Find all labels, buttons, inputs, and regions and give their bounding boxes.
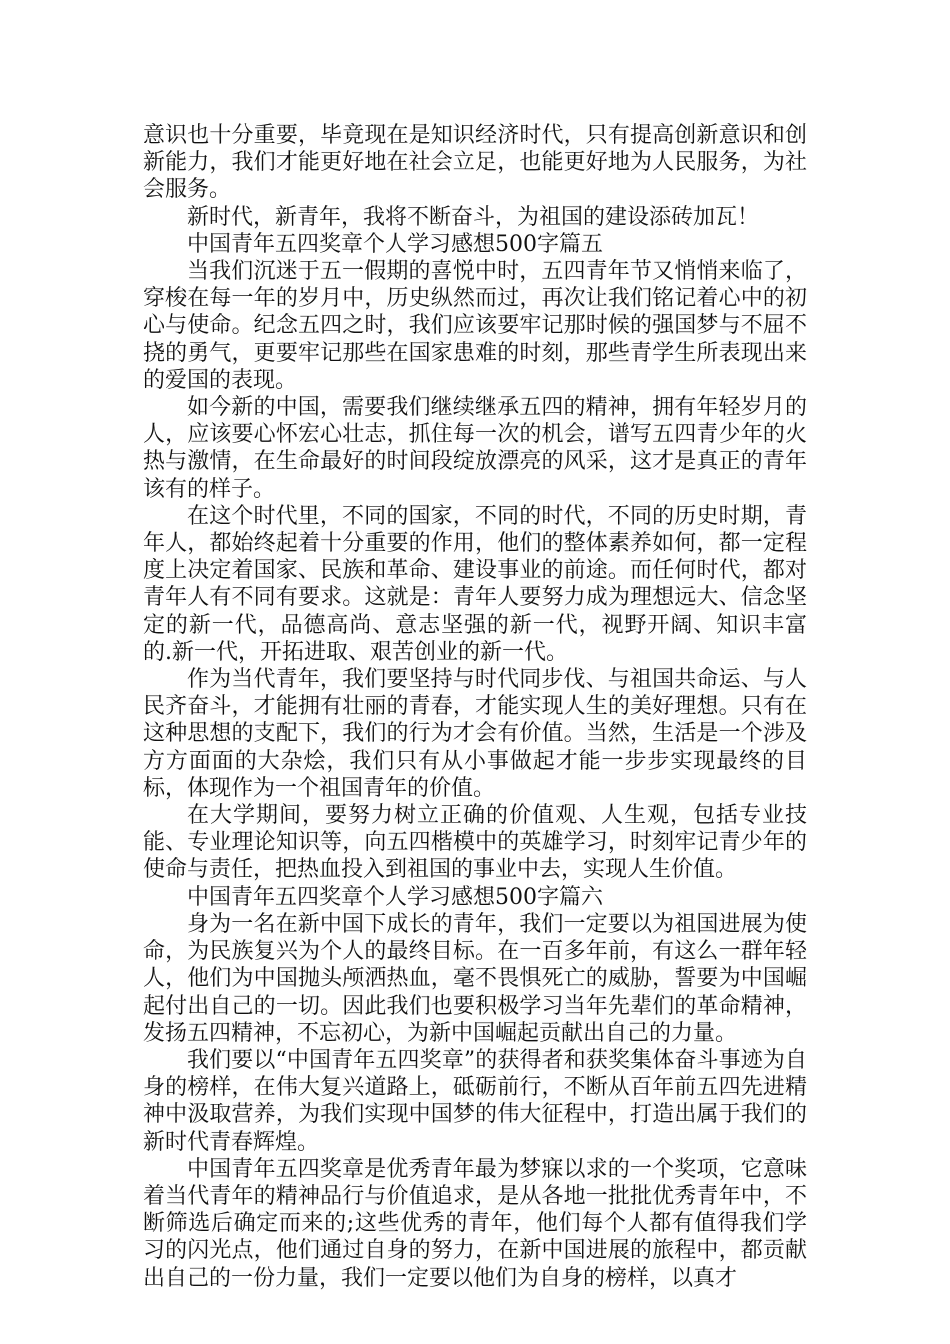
paragraph: 身为一名在新中国下成长的青年，我们一定要以为祖国进展为使命，为民族复兴为个人的最终目标。在一百多年前，有这么一群年轻人，他们为中国抛头颅洒热血，毫不畏惧死亡的威胁，誓要为中国崛起付出自己的一切。因此我们也要积极学习当年先辈们的革命精神，发扬五四精神，不忘初心，为新中国崛起贡献出自己的力量。 — [143, 911, 807, 1046]
section-heading: 中国青年五四奖章个人学习感想500字篇六 — [187, 884, 603, 910]
paragraph: 如今新的中国，需要我们继续继承五四的精神，拥有年轻岁月的人，应该要心怀宏心壮志，抓住每一次的机会，谱写五四青少年的火热与激情，在生命最好的时间段绽放漂亮的风采，这才是真正的青年该有的样子。 — [143, 395, 807, 502]
paragraph: 作为当代青年，我们要坚持与时代同步伐、与祖国共命运、与人民齐奋斗，才能拥有壮丽的青春，才能实现人生的美好理想。只有在这种思想的支配下，我们的行为才会有价值。当然，生活是一个涉及方方面面的大杂烩，我们只有从小事做起才能一步步实现最终的目标，体现作为一个祖国青年的价值。 — [143, 667, 807, 801]
paragraph-continuation: 意识也十分重要，毕竟现在是知识经济时代，只有提高创新意识和创新能力，我们才能更好地在社会立足，也能更好地为人民服务，为社会服务。 — [143, 123, 807, 203]
paragraph: 我们要以“中国青年五四奖章”的获得者和获奖集体奋斗事迹为自身的榜样，在伟大复兴道路上，砥砺前行，不断从百年前五四先进精神中汲取营养，为我们实现中国梦的伟大征程中，打造出属于我们的新时代青春辉煌。 — [143, 1047, 807, 1155]
paragraph: 当我们沉迷于五一假期的喜悦中时，五四青年节又悄悄来临了，穿梭在每一年的岁月中，历史纵然而过，再次让我们铭记着心中的初心与使命。纪念五四之时，我们应该要牢记那时候的强国梦与不屈不挠的勇气，更要牢记那些在国家患难的时刻，那些青学生所表现出来的爱国的表现。 — [143, 259, 807, 393]
paragraph: 在这个时代里，不同的国家，不同的时代，不同的历史时期，青年人，都始终起着十分重要的作用，他们的整体素养如何，都一定程度上决定着国家、民族和革命、建设事业的前途。而任何时代，都对青年人有不同有要求。这就是：青年人要努力成为理想远大、信念坚定的新一代，品德高尚、意志坚强的新一代，视野开阔、知识丰富的.新一代，开拓进取、艰苦创业的新一代。 — [143, 503, 807, 665]
section-heading: 中国青年五四奖章个人学习感想500字篇五 — [187, 231, 603, 257]
paragraph: 在大学期间，要努力树立正确的价值观、人生观，包括专业技能、专业理论知识等，向五四楷模中的英雄学习，时刻牢记青少年的使命与责任，把热血投入到祖国的事业中去，实现人生价值。 — [143, 803, 807, 883]
paragraph: 新时代，新青年，我将不断奋斗，为祖国的建设添砖加瓦！ — [187, 204, 760, 230]
document-page — [143, 122, 807, 1292]
paragraph: 中国青年五四奖章是优秀青年最为梦寐以求的一个奖项，它意味着当代青年的精神品行与价值追求，是从各地一批批优秀青年中，不断筛选后确定而来的;这些优秀的青年，他们每个人都有值得我们学习的闪光点，他们通过自身的努力，在新中国进展的旅程中，都贡献出自己的一份力量，我们一定要以他们为自身的榜样，以真才 — [143, 1156, 807, 1291]
